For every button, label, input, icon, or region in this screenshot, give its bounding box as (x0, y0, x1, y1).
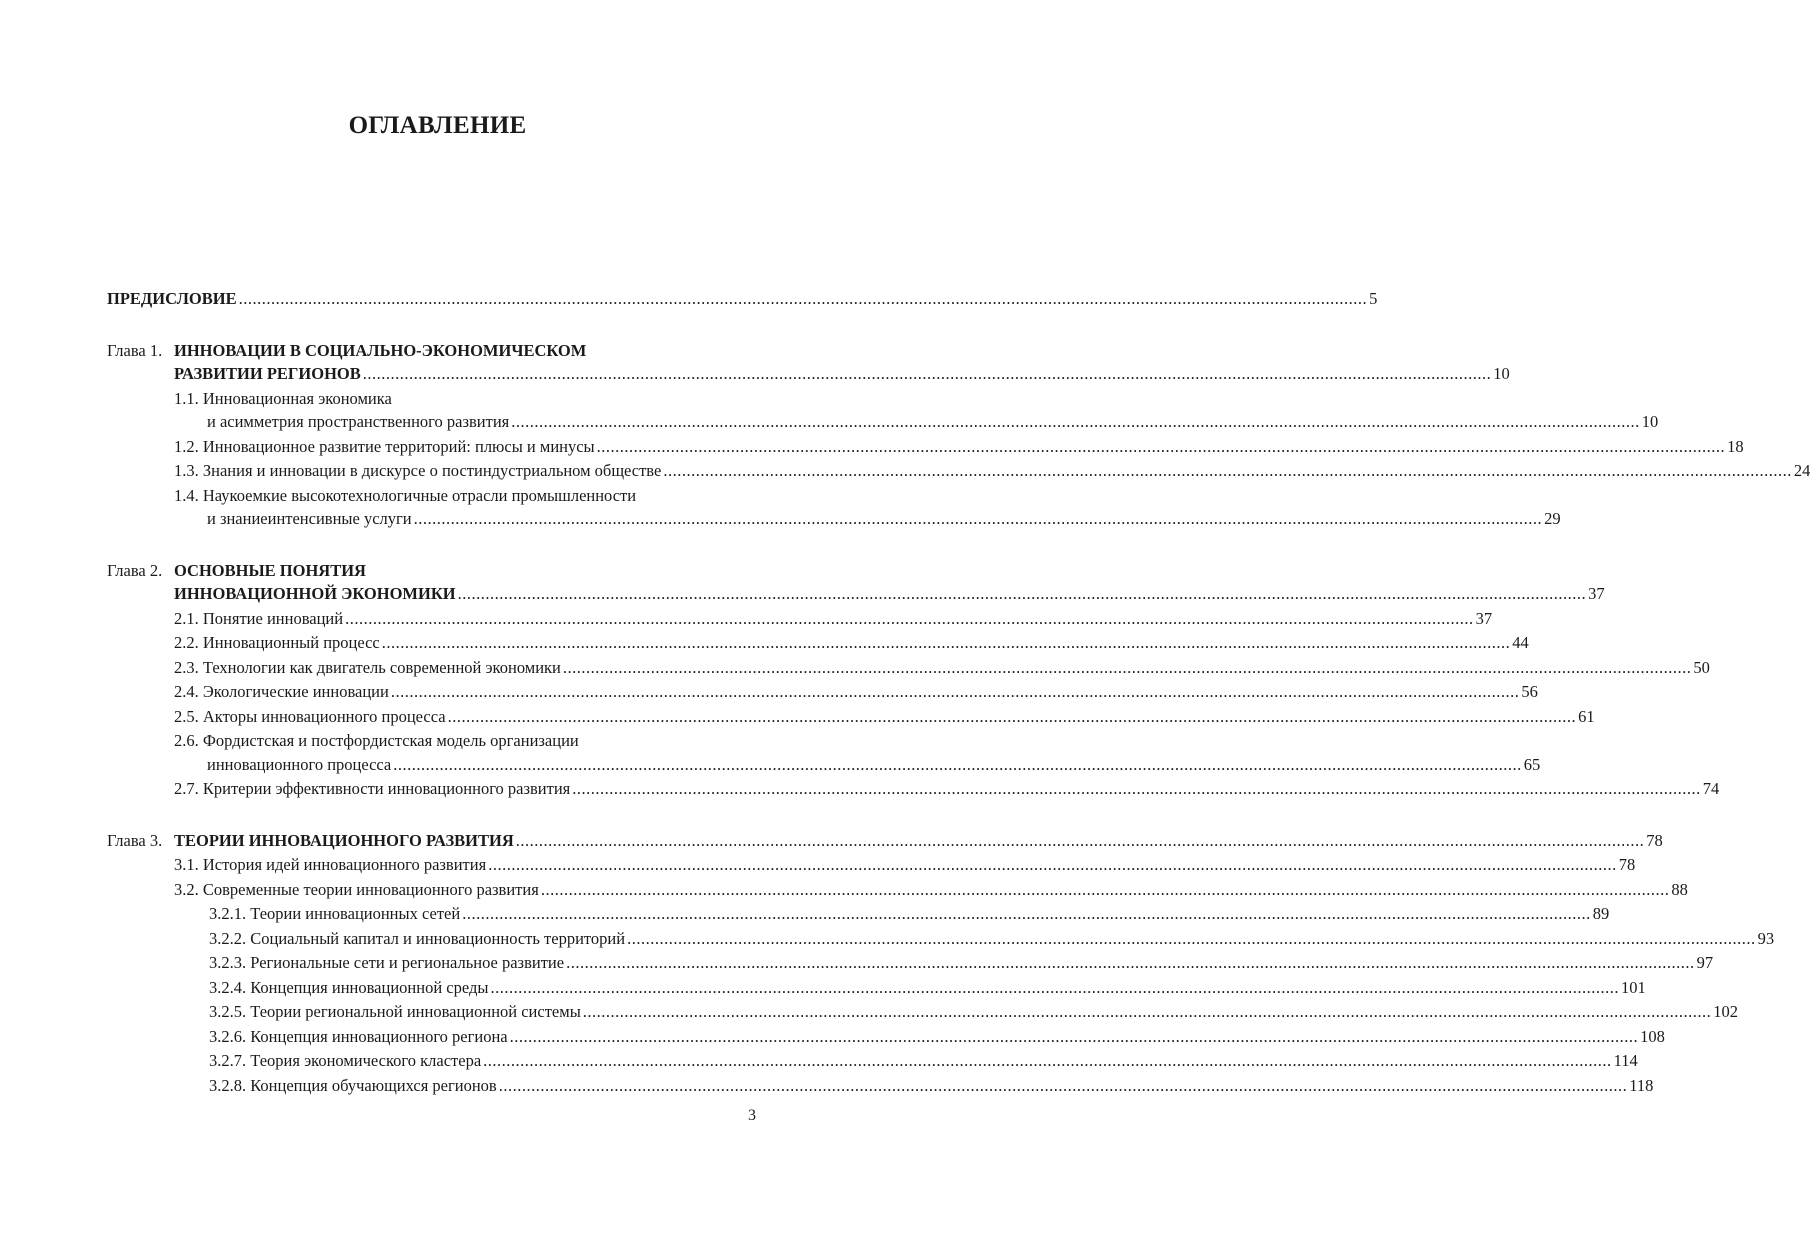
toc-entry-title: 3.2.3. Региональные сети и региональное развитие (209, 953, 565, 972)
dot-leader (597, 435, 1726, 459)
toc-entry-1-2[interactable] (107, 435, 1744, 459)
toc-entry-title: 2.7. Критерии эффективности инновационного развития (174, 779, 571, 798)
toc-entry-title-cont: и знаниеинтенсивные услуги (207, 509, 412, 528)
toc-page-number: 44 (1512, 633, 1529, 652)
toc-entry-title: 3.2.4. Концепция инновационной среды (209, 977, 489, 997)
toc-page-number: 37 (1475, 608, 1493, 628)
toc-page-number: 78 (1646, 830, 1663, 850)
toc-page-number: 88 (1671, 879, 1688, 899)
toc-entry-1-3[interactable] (107, 459, 1810, 483)
toc-entry-2-1[interactable] (107, 607, 1493, 631)
toc-entry-2-2[interactable] (107, 631, 1529, 655)
dot-leader (448, 705, 1577, 729)
toc-entry-3-2-6[interactable] (107, 1025, 1665, 1049)
toc-entry-title: 1.1. Инновационная экономика (174, 388, 392, 408)
table-of-contents (107, 287, 1810, 1097)
toc-entry-title: 2.5. Акторы инновационного процесса (174, 706, 446, 726)
dot-leader (583, 1000, 1712, 1024)
toc-entry-3-2-2[interactable] (107, 927, 1775, 951)
toc-entry-3-2[interactable] (107, 878, 1688, 902)
toc-entry-preface[interactable] (107, 287, 1378, 311)
toc-page-number: 29 (1544, 509, 1561, 528)
toc-entry-title: 3.1. История идей инновационного развития (174, 855, 487, 874)
toc-entry-3-2-7[interactable] (107, 1049, 1638, 1073)
page-title: ОГЛАВЛЕНИЕ (348, 112, 527, 139)
toc-page-number: 118 (1629, 1075, 1654, 1095)
chapter-title-line2: РАЗВИТИИ РЕГИОНОВ (174, 364, 361, 383)
dot-leader (363, 362, 1492, 386)
toc-entry-title: 3.2.6. Концепция инновационного региона (209, 1026, 508, 1046)
toc-entry-title: 2.2. Инновационный процесс (174, 633, 380, 652)
toc-entry-title-cont: инновационного процесса (207, 754, 392, 774)
toc-entry-3-2-5[interactable] (107, 1000, 1739, 1024)
dot-leader (239, 287, 1368, 311)
dot-leader (566, 951, 1695, 975)
toc-chapter-2 (107, 559, 1720, 801)
chapter-title-line2: ИННОВАЦИОННОЙ ЭКОНОМИКИ (174, 584, 456, 603)
toc-entry-title: 1.4. Наукоемкие высокотехнологичные отрасли промышленности (174, 485, 637, 505)
dot-leader (510, 1025, 1639, 1049)
toc-page-number: 24 (1793, 461, 1810, 480)
toc-page-number: 18 (1727, 436, 1744, 456)
toc-page-number: 10 (1493, 364, 1510, 383)
toc-entry-1-4[interactable] (107, 484, 1561, 531)
toc-entry-title: 2.1. Понятие инноваций (174, 608, 344, 628)
toc-entry-1-1[interactable] (107, 387, 1659, 434)
chapter-title-line1: ИННОВАЦИИ В СОЦИАЛЬНО-ЭКОНОМИЧЕСКОМ (174, 340, 587, 360)
page-number: 3 (748, 1107, 756, 1124)
toc-entry-3-2-4[interactable] (107, 976, 1646, 1000)
toc-page-number: 78 (1618, 855, 1636, 874)
toc-entry-title: 2.6. Фордистская и постфордистская модель организации (174, 731, 579, 750)
toc-page-number: 108 (1640, 1026, 1665, 1046)
chapter-title-line1: ОСНОВНЫЕ ПОНЯТИЯ (174, 560, 366, 580)
dot-leader (516, 829, 1645, 853)
dot-leader (563, 656, 1692, 680)
dot-leader (663, 459, 1792, 483)
toc-entry-title: 3.2. Современные теории инновационного развития (174, 879, 539, 899)
toc-entry-title-cont: и асимметрия пространственного развития (207, 412, 510, 431)
toc-entry-3-2-1[interactable] (107, 902, 1610, 926)
toc-entry-2-5[interactable] (107, 705, 1595, 729)
dot-leader (490, 976, 1619, 1000)
toc-page-number: 37 (1588, 584, 1605, 603)
toc-entry-chapter-2[interactable] (107, 582, 1605, 606)
toc-page-number: 89 (1592, 904, 1610, 923)
dot-leader (391, 680, 1520, 704)
toc-entry-title: 3.2.8. Концепция обучающихся регионов (209, 1075, 497, 1095)
dot-leader (345, 607, 1474, 631)
toc-page-number: 50 (1693, 657, 1710, 677)
chapter-label: Глава 1. (107, 340, 163, 360)
toc-chapter-3 (107, 829, 1775, 1098)
chapter-title: ТЕОРИИ ИННОВАЦИОННОГО РАЗВИТИЯ (174, 830, 514, 850)
chapter-label: Глава 3. (107, 830, 163, 850)
dot-leader (393, 753, 1522, 777)
toc-entry-title: 3.2.1. Теории инновационных сетей (209, 904, 461, 923)
toc-page-number: 5 (1369, 289, 1378, 308)
toc-entry-3-2-8[interactable] (107, 1074, 1654, 1098)
dot-leader (462, 902, 1591, 926)
toc-entry-title: 2.4. Экологические инновации (174, 682, 389, 701)
chapter-heading[interactable] (107, 559, 756, 583)
toc-entry-title: 3.2.2. Социальный капитал и инновационность территорий (209, 928, 626, 948)
toc-page-number: 10 (1641, 412, 1659, 431)
toc-page-number: 102 (1713, 1002, 1739, 1021)
toc-page-number: 61 (1578, 706, 1595, 726)
toc-entry-2-6[interactable] (107, 729, 1541, 776)
toc-page-number: 114 (1613, 1051, 1638, 1070)
chapter-heading[interactable] (107, 339, 756, 363)
toc-entry-title: 3.2.7. Теория экономического кластера (209, 1051, 482, 1070)
dot-leader (483, 1049, 1612, 1073)
dot-leader (541, 878, 1670, 902)
toc-page-number: 65 (1523, 754, 1541, 774)
toc-entry-2-7[interactable] (107, 777, 1720, 801)
dot-leader (458, 582, 1587, 606)
toc-page-number: 74 (1702, 779, 1720, 798)
dot-leader (499, 1074, 1628, 1098)
chapter-label: Глава 2. (107, 560, 163, 580)
dot-leader (414, 507, 1543, 531)
toc-entry-title: 2.3. Технологии как двигатель современной экономики (174, 657, 561, 677)
toc-entry-chapter-1[interactable] (107, 362, 1510, 386)
toc-page-number: 101 (1620, 977, 1646, 997)
toc-entry-title: 1.2. Инновационное развитие территорий: плюсы и минусы (174, 436, 595, 456)
dot-leader (382, 631, 1511, 655)
toc-entry-2-4[interactable] (107, 680, 1538, 704)
dot-leader (572, 777, 1701, 801)
toc-entry-title: 1.3. Знания и инновации в дискурсе о постиндустриальном обществе (174, 461, 662, 480)
toc-entry-label: ПРЕДИСЛОВИЕ (107, 289, 237, 308)
toc-entry-3-2-3[interactable] (107, 951, 1714, 975)
toc-entry-chapter-3[interactable] (107, 829, 1663, 853)
dot-leader (627, 927, 1756, 951)
toc-chapter-1 (107, 339, 1810, 531)
toc-entry-2-3[interactable] (107, 656, 1710, 680)
toc-entry-3-1[interactable] (107, 853, 1636, 877)
dot-leader (488, 853, 1617, 877)
dot-leader (511, 410, 1640, 434)
toc-page-number: 97 (1696, 953, 1714, 972)
toc-page-number: 93 (1757, 928, 1775, 948)
toc-page-number: 56 (1521, 682, 1538, 701)
toc-entry-title: 3.2.5. Теории региональной инновационной системы (209, 1002, 581, 1021)
